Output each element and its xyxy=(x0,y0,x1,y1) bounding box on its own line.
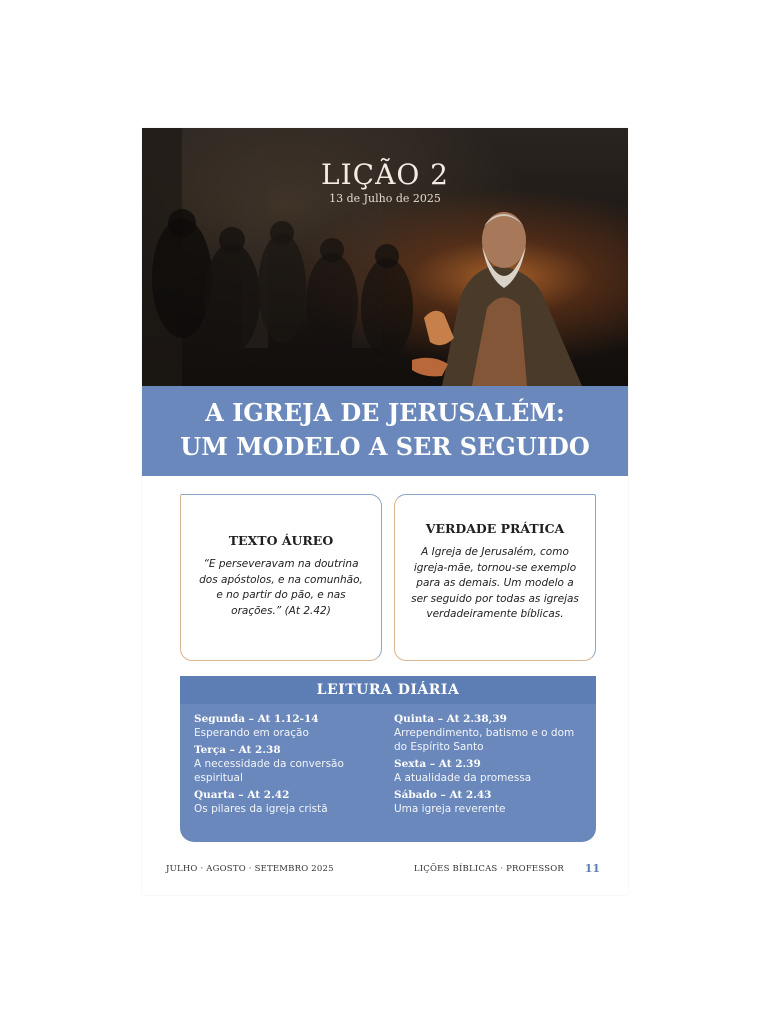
reading-day-description: Esperando em oração xyxy=(194,727,309,739)
leitura-diaria-panel xyxy=(180,676,596,842)
hero-illustration xyxy=(142,128,628,386)
reading-item xyxy=(394,757,584,785)
texto-aureo-heading: TEXTO ÁUREO xyxy=(228,533,334,548)
reading-day-description: Os pilares da igreja cristã xyxy=(194,803,328,815)
reading-item xyxy=(394,712,584,754)
reading-day-label: Sexta – At 2.39 xyxy=(394,758,481,770)
texto-aureo-box xyxy=(180,494,382,661)
reading-day-label: Segunda – At 1.12-14 xyxy=(194,713,319,725)
reading-day-label: Terça – At 2.38 xyxy=(194,744,281,756)
leitura-diaria-heading: LEITURA DIÁRIA xyxy=(180,676,596,704)
verdade-pratica-box xyxy=(394,494,596,661)
footer-issue: JULHO · AGOSTO · SETEMBRO 2025 xyxy=(166,864,334,874)
reading-item xyxy=(194,712,384,740)
lesson-number: LIÇÃO 2 xyxy=(321,158,449,191)
lesson-date: 13 de Julho de 2025 xyxy=(329,192,441,205)
footer-publication: LIÇÕES BÍBLICAS · PROFESSOR xyxy=(413,864,564,874)
reading-day-description: A atualidade da promessa xyxy=(394,772,532,784)
reading-item xyxy=(394,788,584,816)
page-number: 11 xyxy=(584,862,600,875)
reading-item xyxy=(194,788,384,816)
reading-day-label: Sábado – At 2.43 xyxy=(394,789,492,801)
reading-day-description: Arrependimento, batismo e o dom do Espírito Santo xyxy=(394,727,575,753)
verdade-pratica-heading: VERDADE PRÁTICA xyxy=(425,521,565,536)
page-title-line-2: UM MODELO A SER SEGUIDO xyxy=(180,432,590,461)
reading-day-label: Quarta – At 2.42 xyxy=(194,789,290,801)
reading-day-description: A necessidade da conversão espiritual xyxy=(194,758,344,784)
reading-column-right xyxy=(394,712,584,819)
texto-aureo-text: “E perseveravam na doutrina dos apóstolos, e na comunhão, e no partir do pão, e nas orações.” (At 2.42) xyxy=(199,558,363,617)
page-title-line-1: A IGREJA DE JERUSALÉM: xyxy=(205,398,565,427)
reading-day-label: Quinta – At 2.38,39 xyxy=(394,713,507,725)
verdade-pratica-text: A Igreja de Jerusalém, como igreja-mãe, tornou-se exemplo para as demais. Um modelo a ser seguido por todas as igrejas verdadeiramente bíblicas. xyxy=(411,546,579,620)
reading-item xyxy=(194,743,384,785)
reading-column-left xyxy=(194,712,384,819)
title-band xyxy=(142,386,628,476)
lesson-page xyxy=(142,128,628,895)
reading-day-description: Uma igreja reverente xyxy=(394,803,506,815)
